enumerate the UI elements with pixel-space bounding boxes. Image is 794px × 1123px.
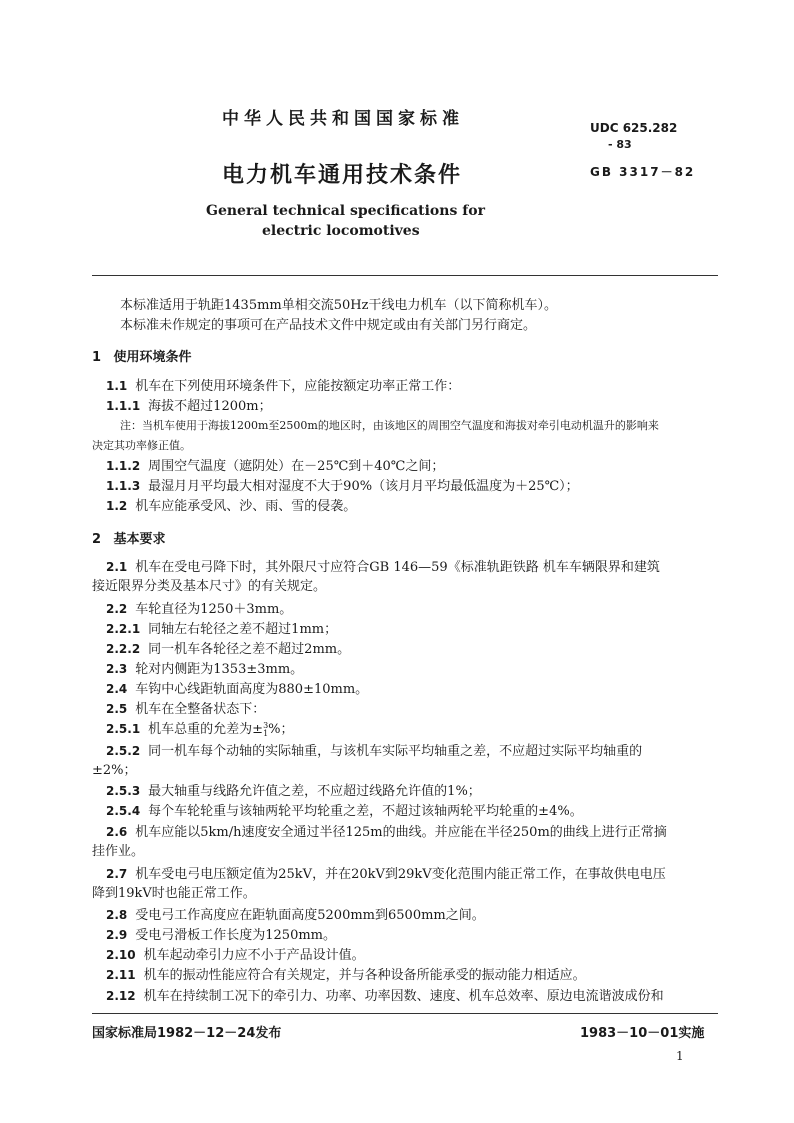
clause-text: 受电弓滑板工作长度为1250mm。 <box>135 928 337 943</box>
clause-number: 2.5.4 <box>106 804 141 818</box>
section-title: 基本要求 <box>113 532 166 547</box>
clause-2-1-cont: 接近限界分类及基本尺寸》的有关规定。 <box>92 579 327 594</box>
clause-number: 2.12 <box>106 989 136 1003</box>
clause-text: 周围空气温度（遮阴处）在－25℃到＋40℃之间； <box>148 459 445 474</box>
clause-text: 机车应能以5km/h速度安全通过半径125m的曲线。并应能在半径250m的曲线上进行正常摘 <box>135 825 667 840</box>
clause-text: 轮对内侧距为1353±3mm。 <box>135 662 304 677</box>
clause-number: 2.5 <box>106 702 128 716</box>
clause-number: 2.5.2 <box>106 744 141 758</box>
clause-number: 2.5.1 <box>106 722 141 736</box>
clause-2-9 <box>106 927 336 944</box>
clause-number: 2.8 <box>106 908 128 922</box>
clause-number: 1.1.2 <box>106 459 141 473</box>
clause-2-10 <box>106 947 365 964</box>
section-number: 2 <box>92 532 102 547</box>
effective-date: 1983－10－01实施 <box>580 1026 705 1041</box>
clause-text: 机车在全整备状态下： <box>135 702 266 717</box>
section-title: 使用环境条件 <box>113 350 192 365</box>
clause-1-1 <box>106 378 460 395</box>
clause-2-12 <box>106 988 664 1005</box>
intro-line-1: 本标准适用于轨距1435mm单相交流50Hz干线电力机车（以下简称机车）。 <box>120 298 557 313</box>
clause-2-3 <box>106 661 303 678</box>
clause-text: 同轴左右轮径之差不超过1mm； <box>148 622 338 637</box>
clause-number: 2.10 <box>106 948 136 962</box>
header-rule <box>92 275 718 276</box>
clause-number: 2.5.3 <box>106 784 141 798</box>
clause-number: 1.1.1 <box>106 399 141 413</box>
clause-text: 机车在受电弓降下时，其外限尺寸应符合GB 146—59《标准轨距铁路 机车车辆限界和建筑 <box>135 560 660 575</box>
clause-2-5 <box>106 701 265 718</box>
clause-2-4 <box>106 681 368 698</box>
clause-2-5-1 <box>106 721 294 738</box>
section-1-heading <box>92 350 191 366</box>
intro-line-2: 本标准未作规定的事项可在产品技术文件中规定或由有关部门另行商定。 <box>120 318 537 333</box>
clause-number: 2.4 <box>106 682 128 696</box>
document-title: 电力机车通用技术条件 <box>222 163 463 188</box>
clause-number: 2.11 <box>106 968 136 982</box>
clause-2-2-1 <box>106 621 337 638</box>
clause-text: 机车应能承受风、沙、雨、雪的侵袭。 <box>135 499 357 514</box>
fraction-top: 3 <box>263 720 269 730</box>
clause-2-1 <box>106 559 660 576</box>
clause-text: 最大轴重与线路允许值之差，不应超过线路允许值的1%； <box>148 784 481 799</box>
clause-text: 机车在持续制工况下的牵引力、功率、功率因数、速度、机车总效率、原边电流谐波成份和 <box>143 989 664 1004</box>
clause-2-5-2-cont: ±2%； <box>92 763 137 778</box>
clause-2-6 <box>106 824 667 841</box>
clause-2-6-cont: 挂作业。 <box>92 844 145 859</box>
clause-text: 机车总重的允差为± <box>148 722 264 737</box>
clause-number: 2.2.2 <box>106 642 141 656</box>
clause-1-1-1 <box>106 398 272 415</box>
clause-number: 2.7 <box>106 867 128 881</box>
section-number: 1 <box>92 350 102 365</box>
clause-number: 1.2 <box>106 499 128 513</box>
clause-number: 2.9 <box>106 928 128 942</box>
clause-number: 2.6 <box>106 825 128 839</box>
clause-number: 2.2 <box>106 602 128 616</box>
clause-text: 受电弓工作高度应在距轨面高度5200mm到6500mm之间。 <box>135 908 485 923</box>
section-2-heading <box>92 532 165 548</box>
fraction-bottom: 1 <box>263 728 269 738</box>
clause-text: 车钩中心线距轨面高度为880±10mm。 <box>135 682 369 697</box>
clause-text: 同一机车每个动轴的实际轴重，与该机车实际平均轴重之差，不应超过实际平均轴重的 <box>148 744 643 759</box>
english-title-line2: electric locomotives <box>262 223 420 239</box>
clause-2-2-2 <box>106 641 350 658</box>
clause-2-2 <box>106 601 292 618</box>
clause-text: 机车在下列使用环境条件下，应能按额定功率正常工作： <box>135 379 461 394</box>
clause-number: 2.3 <box>106 662 128 676</box>
issue-date: 国家标准局1982－12－24发布 <box>92 1026 282 1041</box>
clause-text: 机车的振动性能应符合有关规定，并与各种设备所能承受的振动能力相适应。 <box>143 968 586 983</box>
english-title-line1: General technical specifications for <box>206 203 485 219</box>
clause-number: 2.1 <box>106 560 128 574</box>
clause-text: 同一机车各轮径之差不超过2mm。 <box>148 642 351 657</box>
clause-text: 最湿月月平均最大相对湿度不大于90%（该月月平均最低温度为＋25℃）； <box>148 479 579 494</box>
clause-2-5-3 <box>106 783 481 800</box>
udc-number: UDC 625.282 <box>590 121 678 135</box>
clause-text: 每个车轮轮重与该轴两轮平均轮重之差，不超过该轴两轮平均轮重的±4%。 <box>148 804 583 819</box>
gb-number: GB 3317－82 <box>590 165 696 179</box>
clause-2-7 <box>106 866 666 883</box>
clause-text: 机车起动牵引力应不小于产品设计值。 <box>143 948 365 963</box>
udc-subnumber: - 83 <box>608 138 632 151</box>
clause-text: 机车受电弓电压额定值为25kV，并在20kV到29kV变化范围内能正常工作，在事故供电电压 <box>135 867 666 882</box>
note-line-1: 注：当机车使用于海拔1200m至2500m的地区时，由该地区的周围空气温度和海拔对牵引电动机温升的影响来 <box>120 419 659 432</box>
clause-1-2 <box>106 498 356 515</box>
clause-2-7-cont: 降到19kV时也能正常工作。 <box>92 886 256 901</box>
note-line-2: 决定其功率修正值。 <box>92 439 191 452</box>
clause-text: 车轮直径为1250＋3mm。 <box>135 602 293 617</box>
page-number: 1 <box>676 1049 684 1063</box>
clause-2-11 <box>106 967 586 984</box>
clause-2-5-2 <box>106 743 642 760</box>
clause-number: 1.1.3 <box>106 479 141 493</box>
clause-2-5-4 <box>106 803 583 820</box>
standard-heading: 中华人民共和国国家标准 <box>222 109 464 129</box>
clause-2-8 <box>106 907 485 924</box>
clause-text-end: %； <box>268 722 294 737</box>
clause-text: 海拔不超过1200m； <box>148 399 272 414</box>
clause-1-1-3 <box>106 478 579 495</box>
clause-number: 1.1 <box>106 379 128 393</box>
clause-number: 2.2.1 <box>106 622 141 636</box>
clause-1-1-2 <box>106 458 444 475</box>
footer-rule <box>92 1013 718 1014</box>
